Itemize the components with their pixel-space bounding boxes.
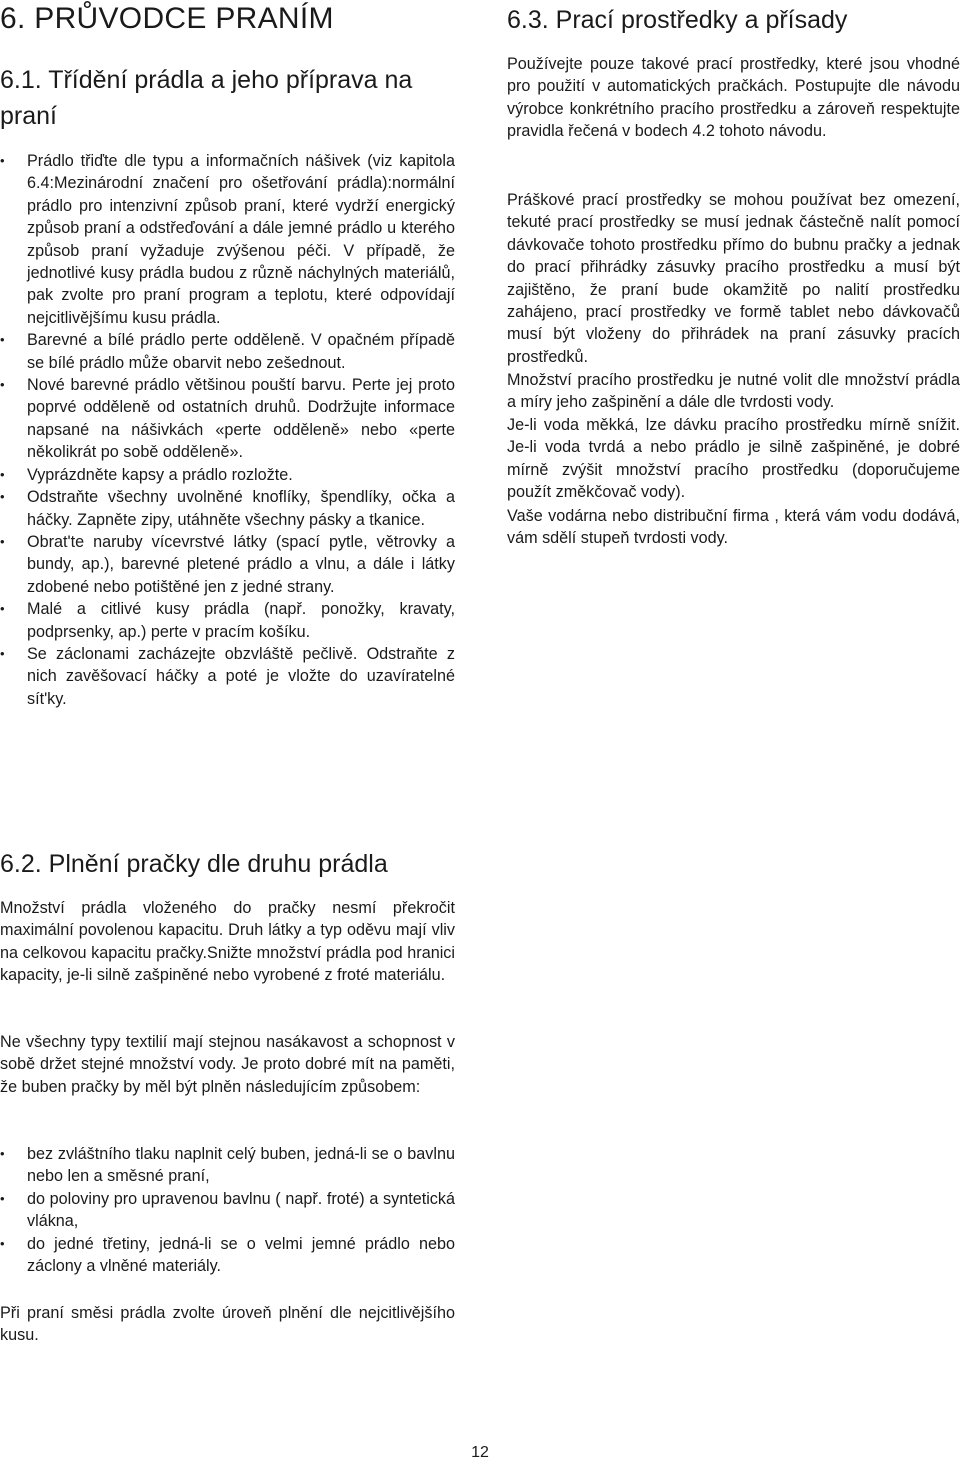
list-item: • bez zvláštního tlaku naplnit celý buben, jedná-li se o bavlnu nebo len a směsné praní, [0, 1143, 455, 1188]
section-6-2-paragraph-1: Množství prádla vloženého do pračky nesmí překročit maximální povolenou kapacitu. Druh látky a typ oděvu mají vliv na celkovou kapacitu pračky.Snižte množství prádla pod hranici kapacity, je-li silně zašpiněné nebo vyrobené z froté materiálu. [0, 899, 455, 985]
list-item: • Obrat'te naruby vícevrstvé látky (spací pytle, větrovky a bundy, ap.), barevné pletené prádlo a vlnu, a dále i látky zdobené nebo potištěné jen z jedné strany. [0, 531, 455, 598]
section-6-3-paragraph-1: Používejte pouze takové prací prostředky, které jsou vhodné pro použití v automatických pračkách. Postupujte dle návodu výrobce konkrétního pracího prostředku a zároveň respektujte pravidla řečená v bodech 4.2 tohoto návodu. [507, 55, 960, 141]
section-6-1-list [0, 150, 455, 710]
section-6-3-paragraph-2: Práškové prací prostředky se mohou používat bez omezení, tekuté prací prostředky se musí jednak částečně nalít pomocí dávkovače tohoto prostředku přímo do bubnu pračky a jednak do prací přihrádky zásuvky pracího prostředku a musí být zajištěno, že praní bude okamžitě po nalití prostředku zahájeno, prací prostředky ve formě tablet nebo dávkovačů musí být vloženy do přihrádek na praní zásuvky pracích prostředků. [507, 191, 960, 366]
list-item: • Malé a citlivé kusy prádla (např. ponožky, kravaty, podprsenky, ap.) perte v pracím košíku. [0, 598, 455, 643]
section-6-3-title: 6.3. Prací prostředky a přísady [507, 6, 848, 34]
page-number: 12 [471, 1444, 489, 1461]
list-item: • Se záclonami zacházejte obzvláště pečlivě. Odstraňte z nich zavěšovací háčky a poté je vložte do uzavíratelné sít'ky. [0, 643, 455, 710]
section-6-2-paragraph-3: Při praní směsi prádla zvolte úroveň plnění dle nejcitlivějšího kusu. [0, 1304, 455, 1345]
list-item: • do poloviny pro upravenou bavlnu ( např. froté) a syntetická vlákna, [0, 1188, 455, 1233]
list-item: • Barevné a bílé prádlo perte odděleně. V opačném případě se bílé prádlo může obarvit nebo zešednout. [0, 329, 455, 374]
list-item: • Vyprázdněte kapsy a prádlo rozložte. [0, 464, 455, 486]
list-item: • Odstraňte všechny uvolněné knoflíky, špendlíky, očka a háčky. Zapněte zipy, utáhněte všechny pásky a tkanice. [0, 486, 455, 531]
section-6-3-paragraph-5: Vaše vodárna nebo distribuční firma , která vám vodu dodává, vám sdělí stupeň tvrdosti vody. [507, 507, 960, 548]
section-6-2-title: 6.2. Plnění pračky dle druhu prádla [0, 850, 388, 878]
list-item: • Prádlo třiďte dle typu a informačních nášivek (viz kapitola 6.4:Mezinárodní značení pro ošetřování prádla):normální prádlo pro intenzivní způsob praní, které vydrží energický způsob praní a odstřeďování a dále jemné prádlo u kterého způsob praní vyžaduje zvýšenou péči. V případě, že jednotlivé kusy prádla budou z různě náchylných materiálů, pak zvolte pro praní program a teplotu, které odpovídají nejcitlivějšímu kusu prádla. [0, 150, 455, 329]
section-6-2-paragraph-2: Ne všechny typy textilií mají stejnou nasákavost a schopnost v sobě držet stejné množství vody. Je proto dobré mít na paměti, že buben pračky by měl být plněn následujícím způsobem: [0, 1033, 455, 1096]
section-6-1-title: 6.1. Třídění prádla a jeho příprava na praní [0, 66, 413, 130]
list-item: • Nové barevné prádlo většinou pouští barvu. Perte jej proto poprvé odděleně od ostatních druhů. Dodržujte informace napsané na nášivkách «perte odděleně» nebo «perte několikrát po sobě odděleně». [0, 374, 455, 464]
section-6-3-paragraph-4: Je-li voda měkká, lze dávku pracího prostředku mírně snížit. Je-li voda tvrdá a nebo prádlo je silně zašpiněné, je dobré mírně zvýšit množství pracího prostředku (doporučujeme použít změkčovač vody). [507, 416, 960, 502]
list-item: • do jedné třetiny, jedná-li se o velmi jemné prádlo nebo záclony a vlněné materiály. [0, 1233, 455, 1278]
section-6-2-list [0, 1143, 455, 1277]
section-6-3-paragraph-3: Množství pracího prostředku je nutné volit dle množství prádla a míry jeho zašpinění a dále dle tvrdosti vody. [507, 371, 960, 412]
chapter-title: 6. PRŮVODCE PRANÍM [0, 2, 334, 35]
